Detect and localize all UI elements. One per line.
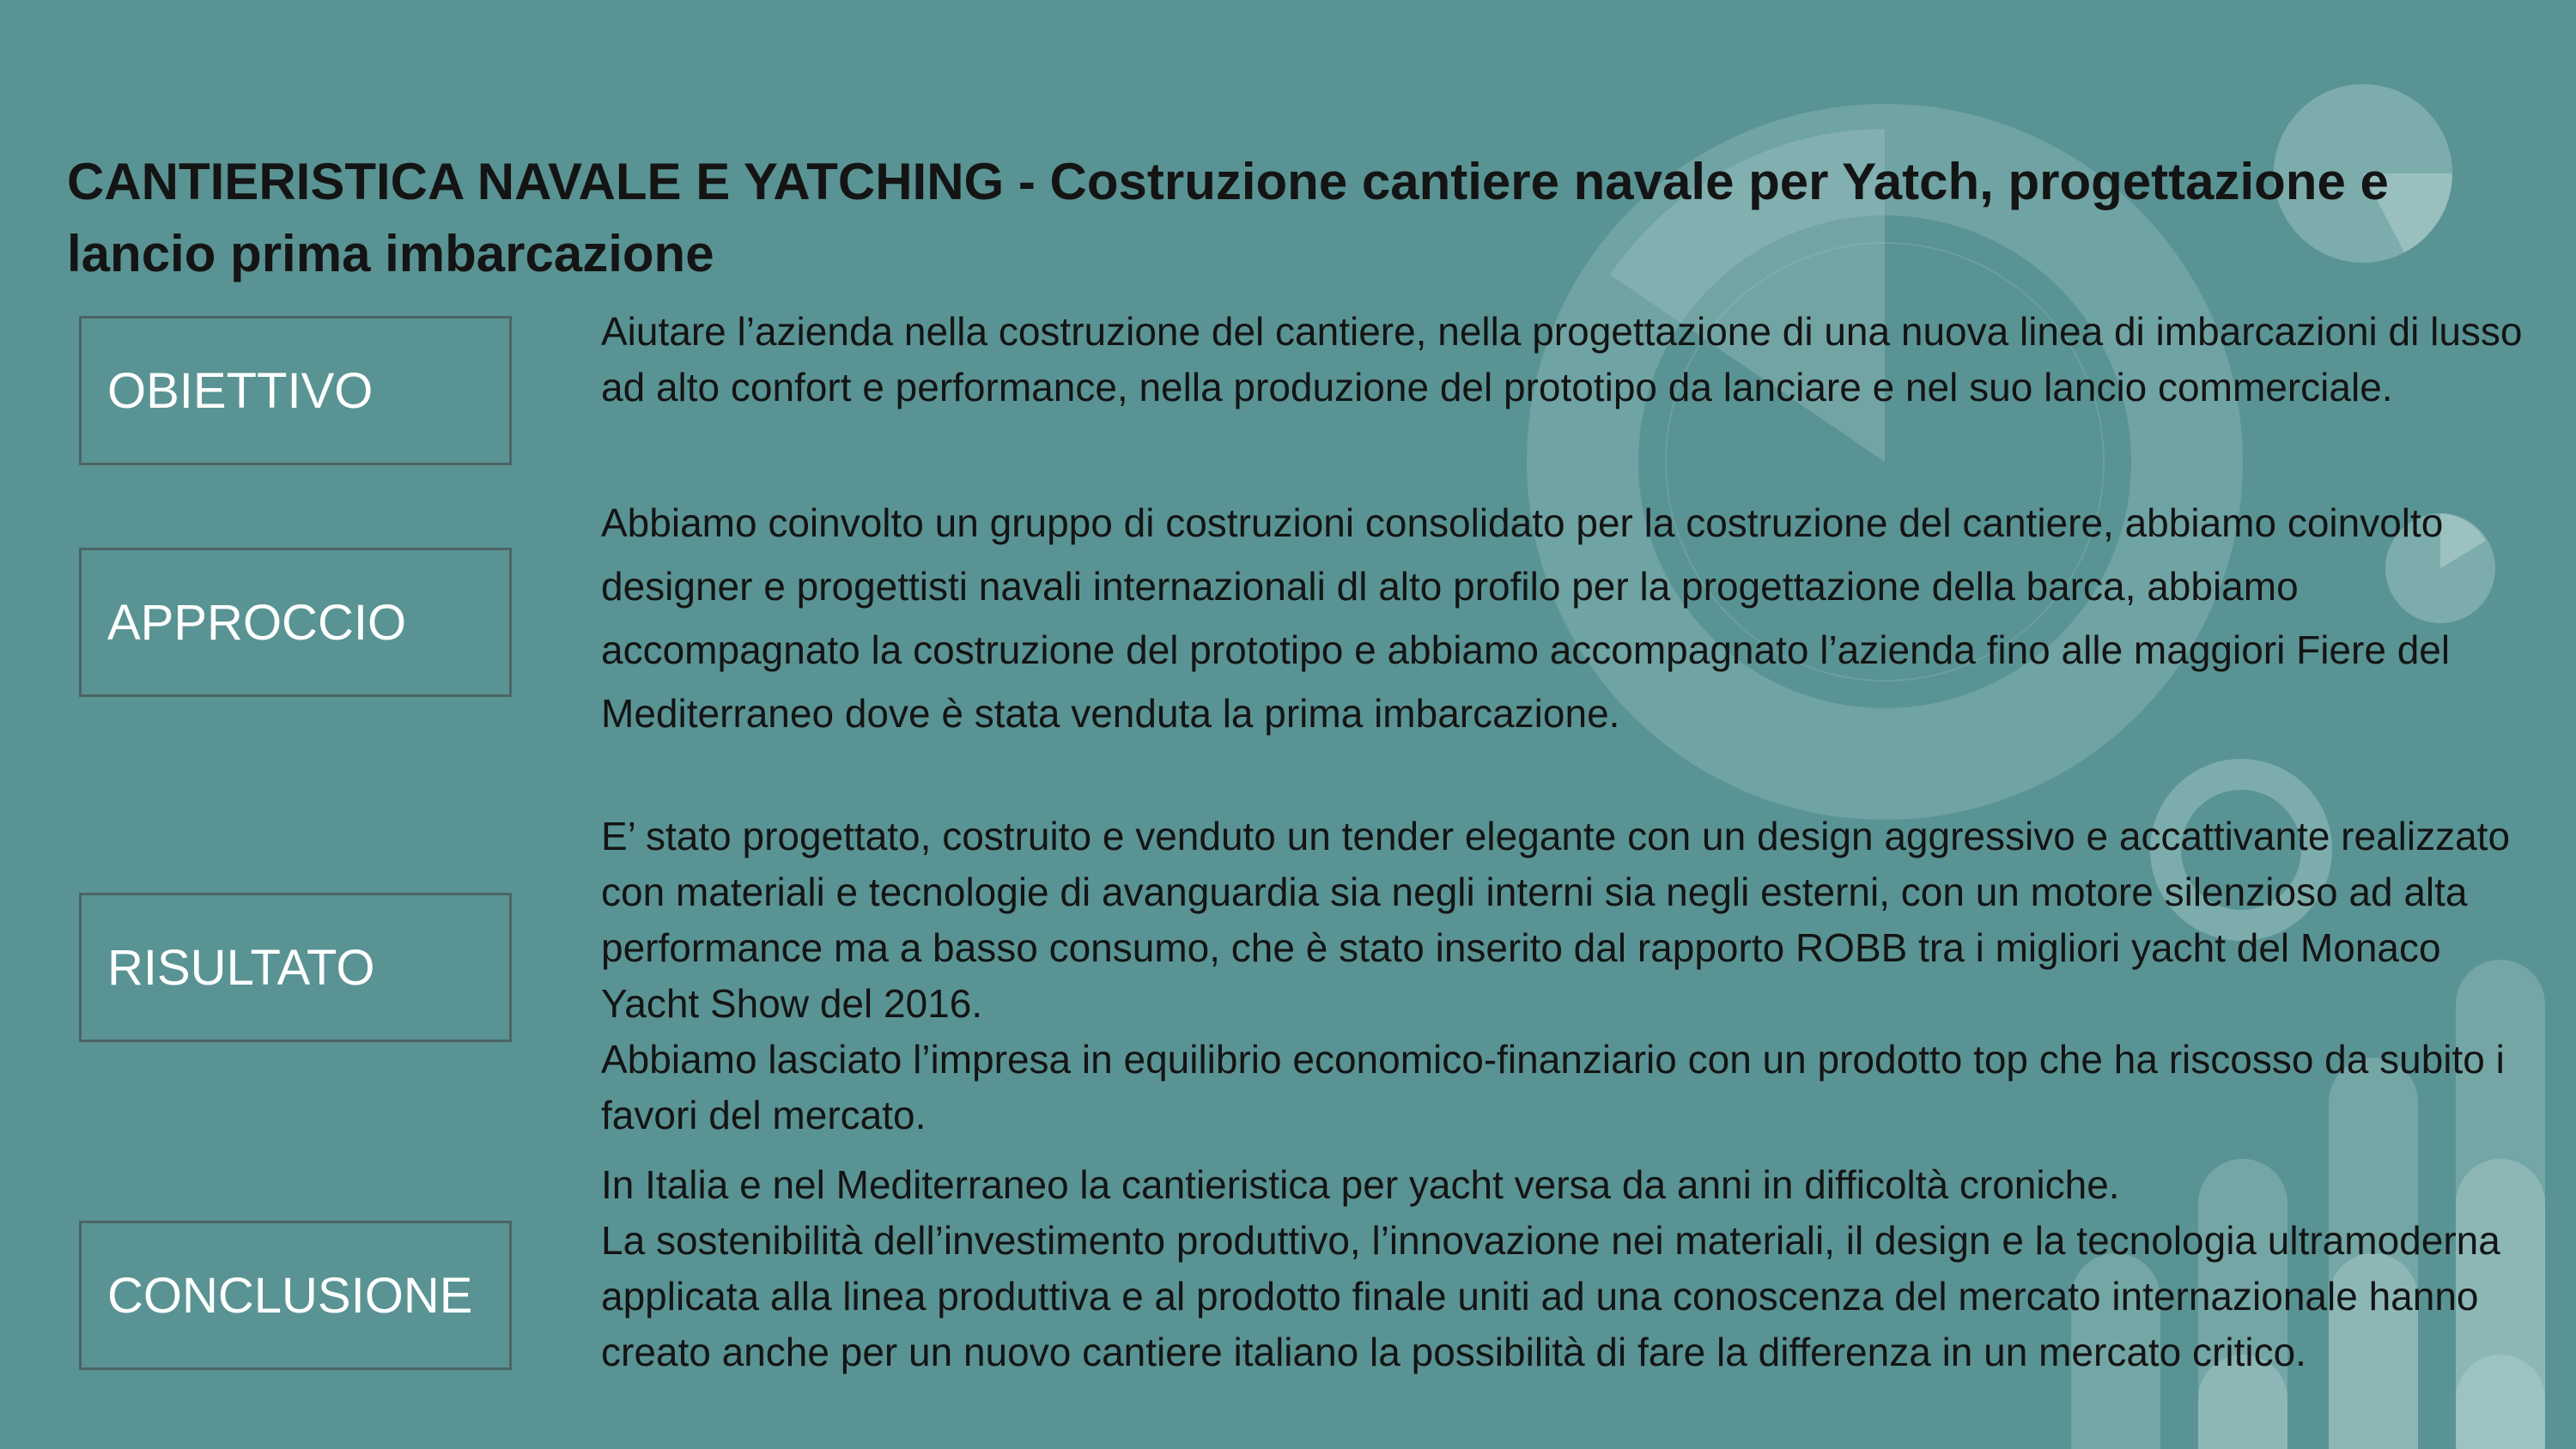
label-approccio (79, 548, 512, 697)
label-approccio-text: APPROCCIO (107, 594, 407, 651)
page-title: CANTIERISTICA NAVALE E YATCHING - Costruzione cantiere navale per Yatch, progettazione e lancio prima imbarcazione (67, 153, 2389, 282)
paragraph: Abbiamo lasciato l’impresa in equilibrio economico-finanziario con un prodotto top che ha riscosso da subito i favori del mercato. (601, 1037, 2505, 1137)
paragraph: Abbiamo coinvolto un gruppo di costruzioni consolidato per la costruzione del cantiere, abbiamo coinvolto designer e progettisti navali internazionali dl alto profilo per la progettazione della barca, abbiamo accompagnato la costruzione del prototipo e abbiamo accompagnato l’azienda fino alle maggiori Fiere del Mediterraneo dove è stata venduta la prima imbarcazione. (601, 500, 2451, 736)
paragraph: Aiutare l’azienda nella costruzione del cantiere, nella progettazione di una nuova linea di imbarcazioni di lusso ad alto confort e performance, nella produzione del prototipo da lanciare e nel suo lancio commerciale. (601, 309, 2523, 409)
paragraph: La sostenibilità dell’investimento produttivo, l’innovazione nei materiali, il design e la tecnologia ultramoderna applicata alla linea produttiva e al prodotto finale uniti ad una conoscenza del mercato internazionale hanno creato anche per un nuovo cantiere italiano la possibilità di fare la differenza in un mercato critico. (601, 1218, 2500, 1374)
paragraph: E’ stato progettato, costruito e venduto un tender elegante con un design aggressivo e accattivante realizzato con materiali e tecnologie di avanguardia sia negli interni sia negli esterni, con un motore silenzioso ad alta performance ma a basso consumo, che è stato inserito dal rapporto ROBB tra i migliori yacht del Monaco Yacht Show del 2016. (601, 814, 2511, 1026)
label-risultato (79, 893, 512, 1042)
label-conclusione-text: CONCLUSIONE (107, 1267, 473, 1324)
text-conclusione (601, 1157, 2542, 1380)
label-obiettivo-text: OBIETTIVO (107, 362, 374, 419)
text-risultato (601, 809, 2542, 1143)
text-obiettivo (601, 304, 2542, 415)
label-conclusione (79, 1221, 512, 1370)
paragraph: In Italia e nel Mediterraneo la cantieristica per yacht versa da anni in difficoltà croniche. (601, 1162, 2120, 1207)
label-risultato-text: RISULTATO (107, 939, 375, 996)
label-obiettivo (79, 316, 512, 465)
text-approccio (601, 491, 2542, 745)
